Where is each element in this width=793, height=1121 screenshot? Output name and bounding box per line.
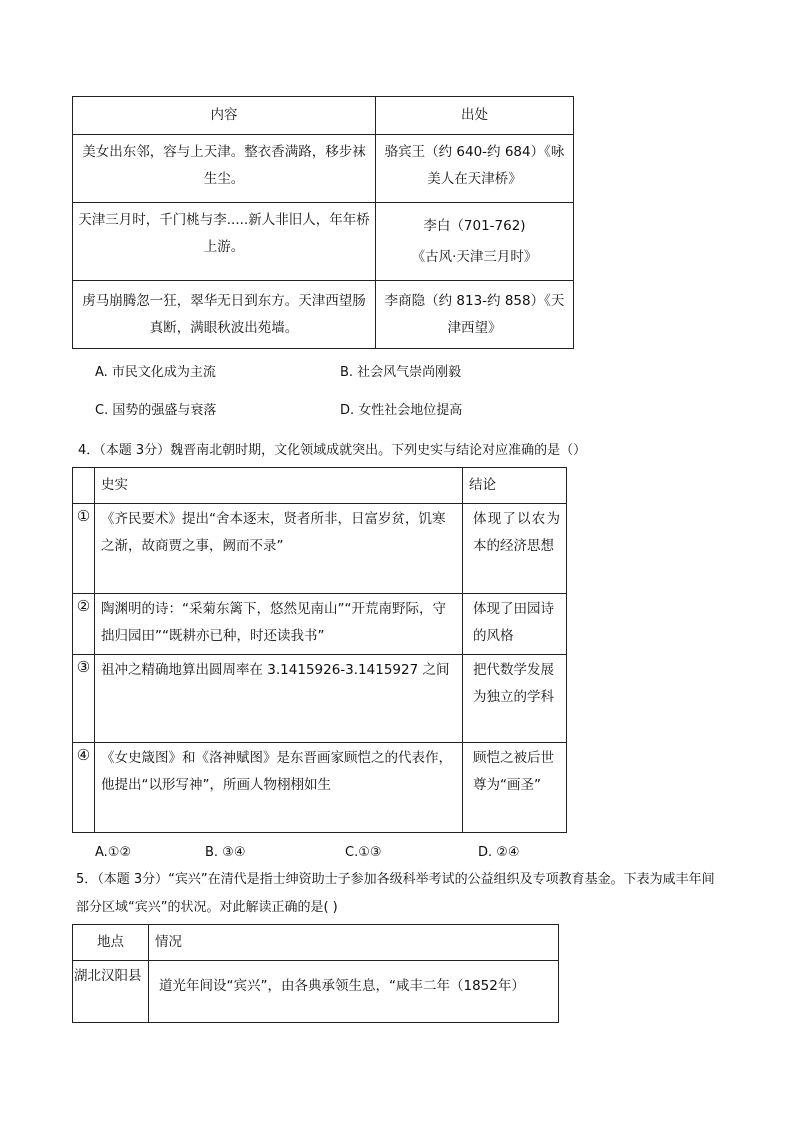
source-line: 《古风·天津三月时》 [411, 249, 538, 265]
header-conclusion: 结论 [463, 468, 567, 504]
table-cell-conclusion: 体现了田园诗的风格 [463, 594, 567, 655]
table-cell-source: 骆宾王（约 640-约 684）《咏美人在天津桥》 [376, 135, 574, 203]
option-a: A. 市民文化成为主流 [95, 365, 216, 380]
table-cell-situation: 道光年间设“宾兴”，由各典承领生息，“咸丰二年（1852年） [149, 961, 559, 1023]
table-cell-source: 李商隐（约 813-约 858）《天津西望》 [376, 281, 574, 349]
option-d: D. ②④ [478, 845, 520, 860]
option-c: C.①③ [345, 845, 382, 860]
source-line: 李白（701-762) [423, 218, 526, 234]
option-d: D. 女性社会地位提高 [340, 403, 463, 418]
table-cell-fact: 《齐民要术》提出“舍本逐末，贤者所非，日富岁贫，饥寒之渐，故商贾之事，阙而不录” [95, 504, 463, 594]
table-cell-content: 天津三月时，千门桃与李.....新人非旧人，年年桥上游。 [73, 203, 376, 281]
source-table [72, 96, 574, 349]
option-c: C. 国势的强盛与衰落 [95, 403, 217, 418]
row-number: ② [73, 594, 95, 655]
table-cell-conclusion: 体现了以农为本的经济思想 [463, 504, 567, 594]
header-situation: 情况 [149, 925, 559, 961]
table-cell-blank [73, 468, 95, 504]
table-cell-content: 美女出东邻，容与上天津。整衣香满路，移步袜生尘。 [73, 135, 376, 203]
table-cell-fact: 祖冲之精确地算出圆周率在 3.1415926-3.1415927 之间 [95, 655, 463, 743]
table-cell-content: 虏马崩腾忽一狂，翠华无日到东方。天津西望肠真断，满眼秋波出苑墙。 [73, 281, 376, 349]
header-source: 出处 [376, 97, 574, 135]
q4-table [72, 467, 567, 833]
table-cell-fact: 《女史箴图》和《洛神赋图》是东晋画家顾恺之的代表作，他提出“以形写神”，所画人物栩栩如生 [95, 743, 463, 833]
table-cell-conclusion: 把代数学发展为独立的学科 [463, 655, 567, 743]
option-b: B. ③④ [205, 845, 246, 860]
table-cell-conclusion: 顾恺之被后世尊为“画圣” [463, 743, 567, 833]
table-cell-source [376, 203, 574, 281]
row-number: ③ [73, 655, 95, 743]
question-4-stem: 4．（本题 3分）魏晋南北朝时期，文化领域成就突出。下列史实与结论对应准确的是（） [78, 443, 587, 458]
q5-table [72, 924, 559, 1023]
row-number: ④ [73, 743, 95, 833]
option-a: A.①② [95, 845, 132, 860]
question-5-stem: 5．（本题 3分）“宾兴”在清代是指士绅资助士子参加各级科举考试的公益组织及专项教育基金。下表为咸丰年间部分区域“宾兴”的状况。对此解读正确的是( ) [76, 872, 715, 915]
table-cell-fact: 陶渊明的诗：“采菊东篱下，悠然见南山”“开荒南野际，守拙归园田”“既耕亦已种，时还读我书” [95, 594, 463, 655]
header-content: 内容 [73, 97, 376, 135]
table-cell-place: 湖北汉阳县 [73, 961, 149, 1023]
header-place: 地点 [73, 925, 149, 961]
row-number: ① [73, 504, 95, 594]
option-b: B. 社会风气崇尚刚毅 [340, 365, 462, 380]
header-fact: 史实 [95, 468, 463, 504]
